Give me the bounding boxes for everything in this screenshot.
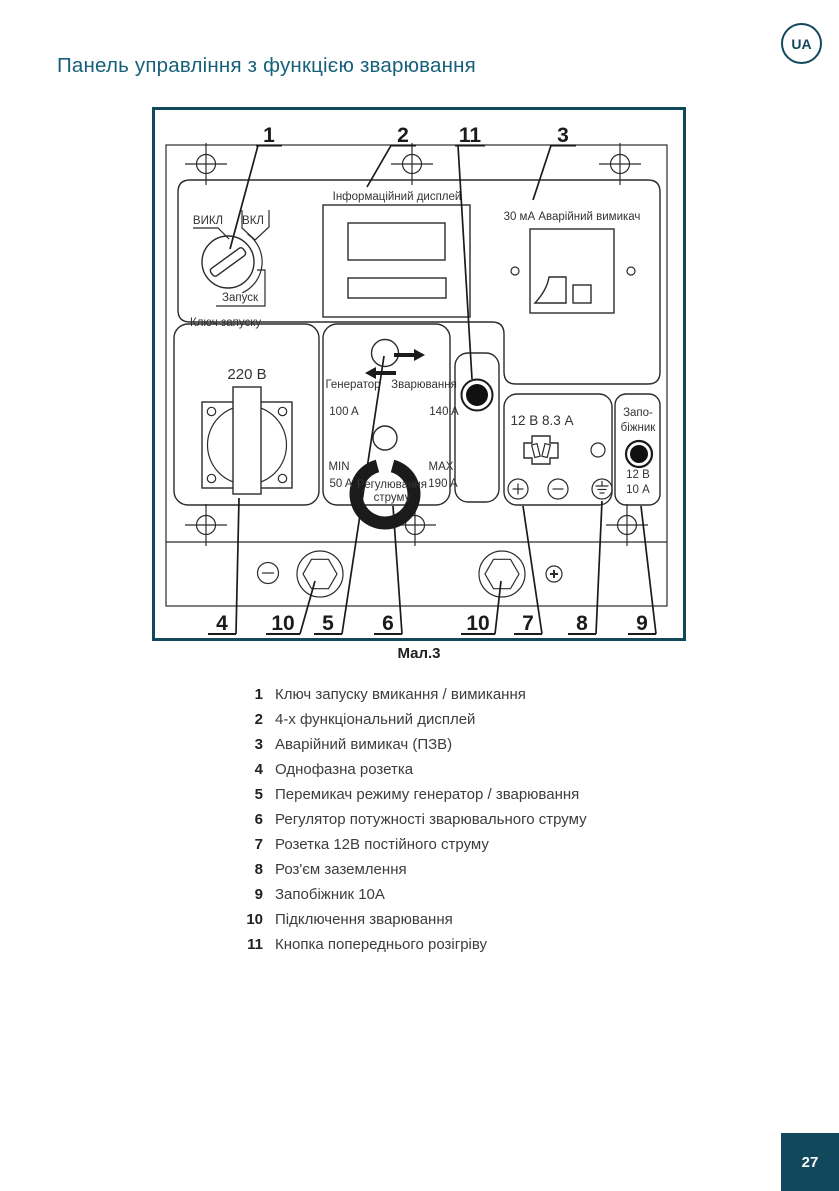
control-panel-diagram — [152, 107, 686, 641]
amp-140-label: 140 A — [429, 406, 459, 418]
legend-item-number: 8 — [254, 861, 263, 878]
key-caption: Ключ запуску — [190, 317, 262, 329]
key-start-label: Запуск — [222, 292, 258, 304]
legend-item — [230, 936, 587, 961]
amp-50-label: 50 A — [329, 478, 353, 490]
fuse-label-2: біжник — [620, 422, 656, 434]
callout-2: 2 — [397, 124, 409, 147]
legend-item-number: 9 — [254, 886, 263, 903]
legend-item — [230, 686, 587, 711]
fuse-voltage-label: 12 В — [626, 469, 650, 481]
legend-item-number: 5 — [254, 786, 263, 803]
legend-item-text: Аварійний вимикач (ПЗВ) — [275, 736, 453, 753]
fuse-cap — [630, 445, 648, 463]
amp-max-label: MAX — [428, 461, 454, 473]
key-off-label: ВИКЛ — [192, 215, 224, 227]
amp-min-label: MIN — [328, 461, 350, 473]
key-on-label: ВКЛ — [242, 215, 264, 227]
legend-item-text: Кнопка попереднього розігріву — [275, 936, 488, 953]
callout-10a: 10 — [271, 612, 295, 635]
dc-socket-label: 12 В 8.3 А — [510, 413, 574, 428]
socket-voltage-label: 220 В — [227, 366, 267, 383]
legend-item-number: 1 — [254, 686, 263, 703]
legend-item-number: 11 — [247, 936, 263, 953]
callout-3: 3 — [557, 124, 569, 147]
callout-7: 7 — [522, 612, 534, 635]
legend-item-text: Перемикач режиму генератор / зварювання — [275, 786, 580, 803]
diagram-svg — [152, 107, 686, 641]
legend-item-number: 2 — [254, 711, 263, 728]
amp-190-label: 190 A — [428, 478, 458, 490]
display-label: Інформаційний дисплей — [332, 191, 462, 203]
legend-item — [230, 886, 587, 911]
regulation-label-2: струму — [373, 492, 411, 504]
legend-item-number: 10 — [246, 911, 263, 928]
legend-item — [230, 761, 587, 786]
legend-item-text: Розетка 12В постійного струму — [275, 836, 489, 853]
callout-10b: 10 — [466, 612, 490, 635]
fuse-label-1: Запо- — [623, 407, 653, 419]
callout-9: 9 — [636, 612, 648, 635]
callout-11: 11 — [458, 124, 482, 147]
callout-6: 6 — [382, 612, 394, 635]
legend-item-text: Підключення зварювання — [275, 911, 453, 928]
legend-item-text: 4-х функціональний дисплей — [275, 711, 476, 728]
language-badge: UA — [781, 23, 822, 64]
mode-welding-label: Зварювання — [391, 379, 457, 391]
legend-item-text: Запобіжник 10А — [275, 886, 385, 903]
regulation-label-1: Регулювання — [357, 479, 427, 491]
legend-item — [230, 811, 587, 836]
callout-8: 8 — [576, 612, 588, 635]
callout-5: 5 — [322, 612, 334, 635]
legend-item-number: 3 — [254, 736, 263, 753]
breaker-label: 30 мА Аварійний вимикач — [503, 211, 641, 223]
legend-item-text: Регулятор потужності зварювального струму — [275, 811, 587, 828]
legend-item-number: 7 — [254, 836, 263, 853]
legend-item-number: 6 — [254, 811, 263, 828]
legend-item-text: Роз'єм заземлення — [275, 861, 407, 878]
legend — [230, 686, 587, 961]
socket-cover-flap — [233, 387, 261, 494]
page-number: 27 — [781, 1133, 839, 1191]
page-title: Панель управління з функцією зварювання — [57, 54, 476, 77]
legend-item-text: Однофазна розетка — [275, 761, 414, 778]
callout-1: 1 — [263, 124, 275, 147]
callout-4: 4 — [216, 612, 228, 635]
amp-100-label: 100 A — [329, 406, 359, 418]
preheat-button — [466, 384, 488, 406]
fuse-current-label: 10 А — [626, 484, 650, 496]
legend-item — [230, 911, 587, 936]
legend-item-number: 4 — [254, 761, 263, 778]
legend-item — [230, 786, 587, 811]
figure-caption: Мал.3 — [397, 645, 441, 662]
legend-item — [230, 836, 587, 861]
legend-item — [230, 736, 587, 761]
legend-item — [230, 861, 587, 886]
legend-item-text: Ключ запуску вмикання / вимикання — [275, 686, 526, 703]
legend-item — [230, 711, 587, 736]
mode-generator-label: Генератор — [325, 379, 381, 391]
